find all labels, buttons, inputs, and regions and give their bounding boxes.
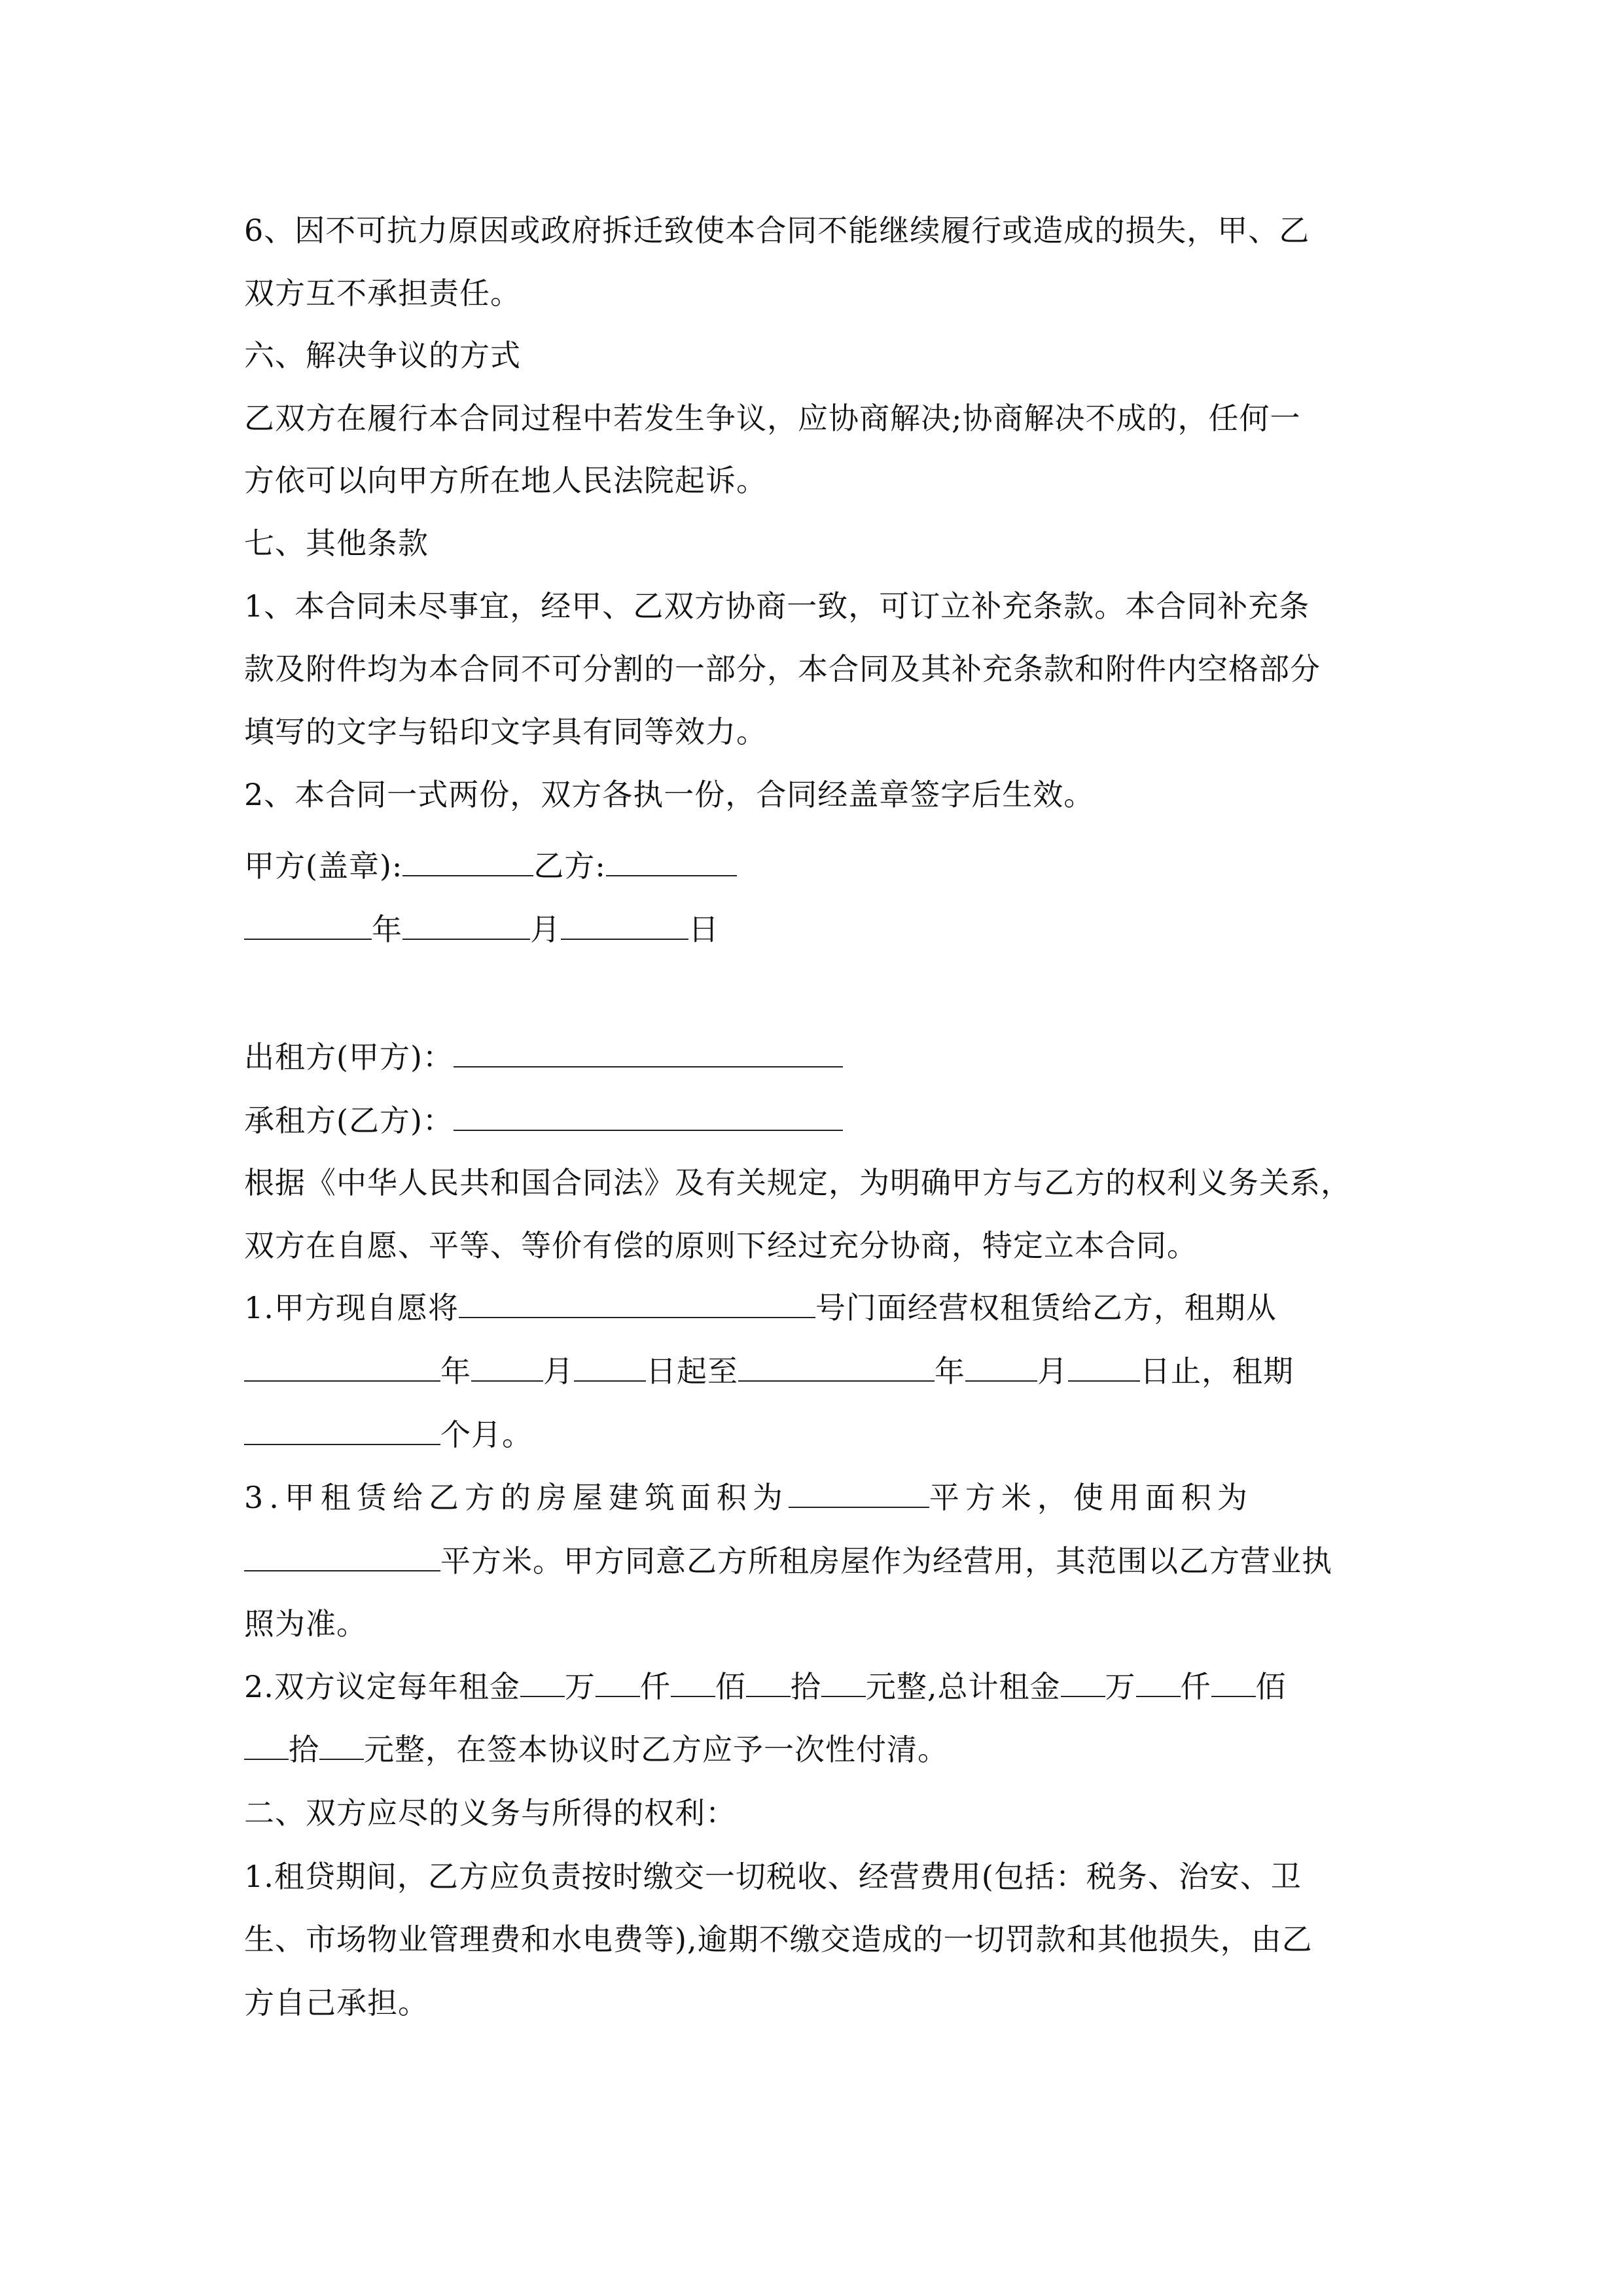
paragraph-line: 2、本合同一式两份，双方各执一份，合同经盖章签字后生效。 bbox=[244, 777, 1095, 812]
rent-yuan-blank[interactable] bbox=[821, 1667, 866, 1697]
paragraph-line: 生、市场物业管理费和水电费等),逾期不缴交造成的一切罚款和其他损失，由乙 bbox=[244, 1922, 1313, 1957]
clause-text: 日起至 bbox=[646, 1354, 738, 1389]
clause-text: 元整，在签本协议时乙方应予一次性付清。 bbox=[364, 1732, 948, 1767]
party-a-seal-blank[interactable] bbox=[402, 846, 533, 876]
day-blank[interactable] bbox=[561, 910, 688, 940]
date-line bbox=[244, 910, 719, 949]
clause-text: 平方米。甲方同意乙方所租房屋作为经营用，其范围以乙方营业执 bbox=[440, 1543, 1332, 1579]
rent-line bbox=[244, 1667, 1287, 1706]
total-qian-blank[interactable] bbox=[1136, 1667, 1181, 1697]
rent-shi-blank[interactable] bbox=[746, 1667, 791, 1697]
start-month-blank[interactable] bbox=[471, 1352, 543, 1382]
section-heading: 二、双方应尽的义务与所得的权利： bbox=[244, 1795, 736, 1831]
rent-qian-blank[interactable] bbox=[596, 1667, 640, 1697]
end-month-blank[interactable] bbox=[965, 1352, 1037, 1382]
party-b-blank[interactable] bbox=[606, 846, 737, 876]
paragraph-line: 款及附件均为本合同不可分割的一部分，本合同及其补充条款和附件内空格部分 bbox=[244, 651, 1321, 687]
lessor-blank[interactable] bbox=[454, 1037, 843, 1067]
paragraph-line: 1.租贷期间，乙方应负责按时缴交一切税收、经营费用(包括：税务、治安、卫 bbox=[244, 1859, 1302, 1894]
total-yuan-blank[interactable] bbox=[319, 1730, 364, 1760]
month-label: 月 bbox=[543, 1354, 574, 1389]
end-day-blank[interactable] bbox=[1068, 1352, 1140, 1382]
paragraph-line: 6、因不可抗力原因或政府拆迁致使本合同不能继续履行或造成的损失，甲、乙 bbox=[244, 213, 1310, 248]
rent-bai-blank[interactable] bbox=[671, 1667, 715, 1697]
clause-text: 2.双方议定每年租金 bbox=[244, 1669, 520, 1704]
clause-text: 元整,总计租金 bbox=[865, 1669, 1061, 1704]
paragraph-line: 填写的文字与铅印文字具有同等效力。 bbox=[244, 714, 767, 749]
end-year-blank[interactable] bbox=[738, 1352, 935, 1382]
lessor-line bbox=[244, 1037, 843, 1077]
lessee-line bbox=[244, 1101, 843, 1140]
month-label: 月 bbox=[1037, 1354, 1068, 1389]
start-day-blank[interactable] bbox=[574, 1352, 646, 1382]
months-blank[interactable] bbox=[244, 1415, 440, 1445]
paragraph-line: 双方在自愿、平等、等价有偿的原则下经过充分协商，特定立本合同。 bbox=[244, 1228, 1198, 1263]
unit-label: 万 bbox=[564, 1669, 596, 1704]
clause-text: 个月。 bbox=[440, 1417, 533, 1452]
clause-text: 1.甲方现自愿将 bbox=[244, 1290, 459, 1325]
lease-months-line bbox=[244, 1415, 533, 1454]
rent-wan-blank[interactable] bbox=[520, 1667, 565, 1697]
clause-text: 号门面经营权租赁给乙方，租期从 bbox=[815, 1290, 1277, 1325]
paragraph-line: 根据《中华人民共和国合同法》及有关规定，为明确甲方与乙方的权利义务关系， bbox=[244, 1165, 1351, 1200]
lessor-label: 出租方(甲方)： bbox=[244, 1039, 454, 1075]
year-label: 年 bbox=[372, 912, 402, 947]
unit-label: 拾 bbox=[790, 1669, 821, 1704]
clause-text: 日止，租期 bbox=[1140, 1354, 1294, 1389]
unit-label: 佰 bbox=[715, 1669, 746, 1704]
clause-text: 3.甲租赁给乙方的房屋建筑面积为 bbox=[244, 1480, 789, 1515]
lessee-blank[interactable] bbox=[454, 1101, 843, 1131]
signature-line bbox=[244, 846, 737, 886]
shop-number-blank[interactable] bbox=[459, 1288, 815, 1318]
year-blank[interactable] bbox=[244, 910, 372, 940]
paragraph-line: 1、本合同未尽事宜，经甲、乙双方协商一致，可订立补充条款。本合同补充条 bbox=[244, 588, 1310, 624]
lease-term-line bbox=[244, 1352, 1294, 1391]
section-heading: 七、其他条款 bbox=[244, 526, 429, 561]
year-label: 年 bbox=[440, 1354, 471, 1389]
month-blank[interactable] bbox=[402, 910, 530, 940]
unit-label: 万 bbox=[1105, 1669, 1136, 1704]
start-year-blank[interactable] bbox=[244, 1352, 440, 1382]
paragraph-line: 乙双方在履行本合同过程中若发生争议，应协商解决;协商解决不成的，任何一 bbox=[244, 401, 1301, 436]
party-a-seal-label: 甲方(盖章): bbox=[244, 848, 403, 884]
unit-label: 佰 bbox=[1255, 1669, 1287, 1704]
total-bai-blank[interactable] bbox=[1211, 1667, 1256, 1697]
rent-line bbox=[244, 1730, 948, 1769]
year-label: 年 bbox=[935, 1354, 965, 1389]
lessee-label: 承租方(乙方)： bbox=[244, 1103, 454, 1138]
clause-text: 平方米，使用面积为 bbox=[929, 1480, 1253, 1515]
month-label: 月 bbox=[530, 912, 561, 947]
day-label: 日 bbox=[688, 912, 719, 947]
unit-label: 仟 bbox=[639, 1669, 671, 1704]
section-heading: 六、解决争议的方式 bbox=[244, 338, 521, 373]
party-b-label: 乙方: bbox=[533, 848, 606, 884]
paragraph-line: 照为准。 bbox=[244, 1606, 367, 1641]
total-wan-blank[interactable] bbox=[1061, 1667, 1105, 1697]
unit-label: 仟 bbox=[1180, 1669, 1211, 1704]
paragraph-line: 双方互不承担责任。 bbox=[244, 276, 521, 311]
clause-3-line bbox=[244, 1541, 1332, 1581]
clause-3-line bbox=[244, 1478, 1253, 1517]
usable-area-blank[interactable] bbox=[244, 1541, 440, 1571]
paragraph-line: 方自己承担。 bbox=[244, 1985, 429, 2020]
unit-label: 拾 bbox=[289, 1732, 319, 1767]
total-shi-blank[interactable] bbox=[244, 1730, 289, 1760]
clause-1-line bbox=[244, 1288, 1277, 1327]
paragraph-line: 方依可以向甲方所在地人民法院起诉。 bbox=[244, 463, 767, 498]
building-area-blank[interactable] bbox=[789, 1478, 929, 1508]
